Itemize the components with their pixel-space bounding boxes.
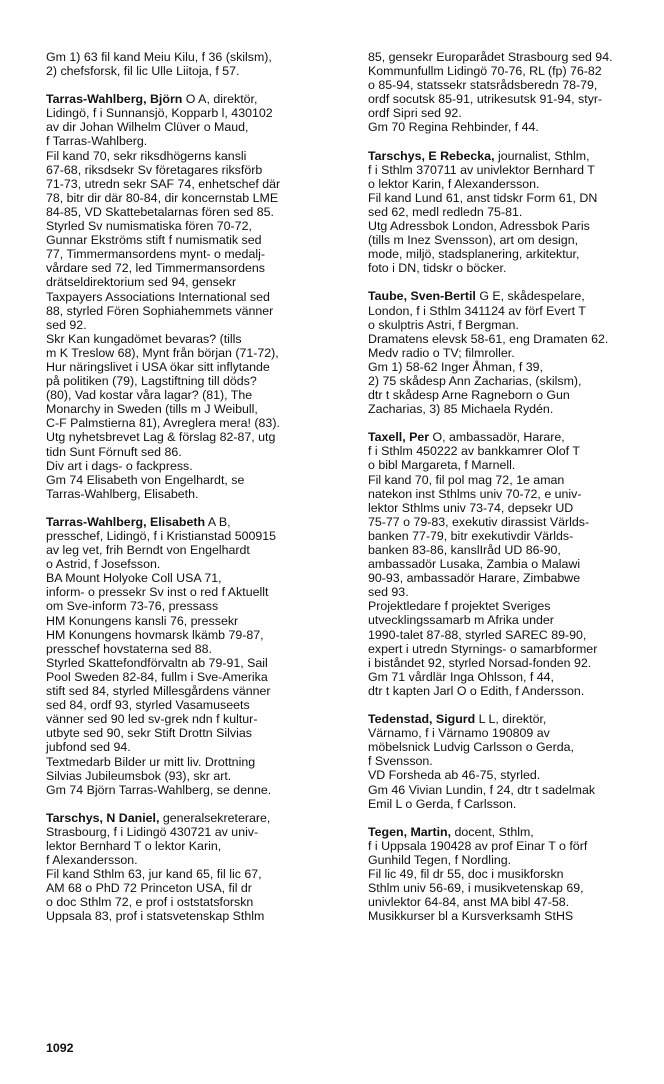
entry-text: dtr t skådesp Arne Ragneborn o Gun — [368, 388, 570, 403]
entry-line — [46, 515, 338, 529]
entry-text: docent, Sthlm, — [451, 824, 534, 839]
biography-entry — [46, 515, 338, 797]
entry-line — [46, 628, 338, 642]
entry-text: Silvias Jubileumsbok (93), skr art. — [46, 768, 232, 783]
entry-line — [368, 895, 660, 909]
entry-line — [46, 261, 338, 275]
entry-text: Fil kand 70, fil pol mag 72, 1e aman — [368, 472, 565, 487]
entry-line — [46, 740, 338, 754]
entry-line — [368, 670, 660, 684]
entry-line — [46, 191, 338, 205]
entry-text: Styrled Skattefondförvaltn ab 79-91, Sail — [46, 655, 268, 670]
entry-line — [46, 473, 338, 487]
entry-text: A B, — [205, 514, 231, 529]
entry-text: G E, skådespelare, — [475, 289, 585, 304]
entry-text: m K Treslow 68), Mynt från början (71-72), — [46, 345, 279, 360]
entry-text: Medv radio o TV; filmroller. — [368, 345, 515, 360]
biography-entry — [46, 92, 338, 501]
entry-text: 78, bitr dir där 80-84, dir koncernstab LME — [46, 190, 279, 205]
entry-line — [368, 768, 660, 782]
entry-text: Textmedarb Bilder ur mitt liv. Drottning — [46, 754, 256, 769]
entry-line — [46, 360, 338, 374]
entry-line — [46, 614, 338, 628]
entry-text: vårdare sed 72, led Timmermansordens — [46, 261, 266, 276]
entry-given-name: E Rebecka, — [428, 148, 495, 163]
entry-text: 75-77 o 79-83, exekutiv dirassist Världs- — [368, 514, 590, 529]
entry-text: Gunnar Ekströms stift f numismatik sed — [46, 233, 262, 248]
entry-text: Gunhild Tegen, f Nordling. — [368, 852, 512, 867]
entry-line — [368, 881, 660, 895]
entry-line — [46, 698, 338, 712]
entry-text: Taxpayers Associations International sed — [46, 289, 270, 304]
entry-text: o skulptris Astri, f Bergman. — [368, 317, 519, 332]
entry-line — [368, 346, 660, 360]
entry-text: VD Forsheda ab 46-75, styrled. — [368, 768, 541, 783]
entry-line — [368, 374, 660, 388]
entry-text: Styrled Sv numismatiska fören 70-72, — [46, 219, 252, 234]
entry-line — [368, 149, 660, 163]
entry-line — [368, 571, 660, 585]
entry-text: Gm 70 Regina Rehbinder, f 44. — [368, 120, 539, 135]
entry-line — [46, 430, 338, 444]
entry-text: o 85-94, statssekr statsrådsberedn 78-79, — [368, 78, 598, 93]
entry-line — [368, 444, 660, 458]
entry-line — [368, 543, 660, 557]
entry-line — [368, 473, 660, 487]
entry-text: sed 92. — [46, 317, 87, 332]
entry-text: Kommunfullm Lidingö 70-76, RL (fp) 76-82 — [368, 64, 602, 79]
entry-text: Gm 1) 58-62 Inger Åhman, f 39, — [368, 359, 543, 374]
entry-line — [368, 515, 660, 529]
entry-text: HM Konungens hovmarsk lkämb 79-87, — [46, 627, 264, 642]
entry-text: 85, gensekr Europarådet Strasbourg sed 94. — [368, 50, 613, 64]
entry-line — [368, 163, 660, 177]
entry-line — [368, 825, 660, 839]
entry-line — [368, 628, 660, 642]
entry-text: Skr Kan kungadömet bevaras? (tills — [46, 331, 242, 346]
entry-line — [46, 92, 338, 106]
entry-text: möbelsnick Ludvig Carlsson o Gerda, — [368, 740, 574, 755]
entry-text: Fil kand Lund 61, anst tidskr Form 61, DN — [368, 190, 598, 205]
entry-text: dtr t kapten Jarl O o Edith, f Andersson. — [368, 683, 585, 698]
entry-line — [46, 529, 338, 543]
biography-entry — [368, 430, 660, 698]
entry-text: vänner sed 90 led sv-grek ndn f kultur- — [46, 712, 258, 727]
entry-line — [46, 769, 338, 783]
entry-text: om Sve-inform 73-76, pressass — [46, 599, 219, 614]
entry-text: Tarras-Wahlberg, Elisabeth. — [46, 486, 199, 501]
entry-line — [46, 402, 338, 416]
entry-line — [46, 825, 338, 839]
entry-line — [46, 233, 338, 247]
entry-text: Hur näringslivet i USA ökar sitt inflytande — [46, 359, 270, 374]
entry-text: 84-85, VD Skattebetalarnas fören sed 85. — [46, 204, 274, 219]
entry-line — [368, 233, 660, 247]
entry-text: Gm 74 Björn Tarras-Wahlberg, se denne. — [46, 782, 272, 797]
entry-line — [46, 64, 338, 78]
entry-text: Strasbourg, f i Lidingö 430721 av univ- — [46, 824, 259, 839]
entry-line — [368, 599, 660, 613]
entry-surname: Taube, Sven-Bertil — [368, 289, 476, 304]
entry-text: presschef hovstaterna sed 88. — [46, 641, 212, 656]
entry-text: o Astrid, f Josefsson. — [46, 557, 161, 572]
page-number: 1092 — [46, 1041, 74, 1055]
entry-line — [46, 895, 338, 909]
entry-text: tidn Sunt Förnuft sed 86. — [46, 444, 182, 459]
entry-line — [368, 360, 660, 374]
entry-text: C-F Palmstierna 81), Avreglera mera! (83). — [46, 416, 280, 431]
entry-text: sed 62, medl redledn 75-81. — [368, 204, 523, 219]
entry-given-name: Björn — [149, 92, 183, 107]
biography-entry — [368, 825, 660, 924]
entry-line — [368, 754, 660, 768]
entry-line — [368, 402, 660, 416]
entry-text: BA Mount Holyoke Coll USA 71, — [46, 571, 222, 586]
entry-line — [46, 487, 338, 501]
entry-text: Sthlm univ 56-69, i musikvetenskap 69, — [368, 881, 584, 896]
entry-text: o bibl Margareta, f Marnell. — [368, 458, 516, 473]
entry-line — [368, 853, 660, 867]
entry-text: o doc Sthlm 72, e prof i oststatsforskn — [46, 895, 254, 910]
entry-text: utvecklingssamarb m Afrika under — [368, 613, 554, 628]
entry-text: Fil kand Sthlm 63, jur kand 65, fil lic 67, — [46, 867, 262, 882]
entry-surname: Tarschys, — [368, 148, 425, 163]
entry-line — [46, 177, 338, 191]
entry-line — [46, 811, 338, 825]
entry-text: generalsekreterare, — [159, 810, 271, 825]
entry-line — [46, 205, 338, 219]
entry-text: Gm 46 Vivian Lundin, f 24, dtr t sadelmak — [368, 782, 596, 797]
biography-entry — [368, 149, 660, 276]
entry-line — [46, 459, 338, 473]
entry-line — [368, 613, 660, 627]
entry-line — [46, 726, 338, 740]
entry-text: O A, direktör, — [182, 92, 258, 107]
entry-text: f i Sthlm 370711 av univlektor Bernhard T — [368, 162, 595, 177]
entry-text: f Svensson. — [368, 754, 433, 769]
entry-text: ordf Sipri sed 92. — [368, 106, 462, 121]
entry-text: Uppsala 83, prof i statsvetenskap Sthlm — [46, 909, 265, 924]
entry-line — [368, 501, 660, 515]
entry-line — [46, 867, 338, 881]
entry-text: utbyte sed 90, sekr Stift Drottn Silvias — [46, 726, 252, 741]
right-column — [368, 50, 660, 937]
entry-text: av dir Johan Wilhelm Clüver o Maud, — [46, 120, 249, 135]
entry-text: jubfond sed 94. — [46, 740, 131, 755]
entry-text: i biståndet 92, styrled Norsad-fonden 92. — [368, 655, 592, 670]
entry-text: Fil kand 70, sekr riksdhögerns kansli — [46, 148, 247, 163]
entry-line — [46, 219, 338, 233]
entry-text: 77, Timmermansordens mynt- o medalj- — [46, 247, 265, 262]
entry-line — [46, 346, 338, 360]
entry-line — [46, 543, 338, 557]
entry-line — [368, 529, 660, 543]
entry-line — [46, 332, 338, 346]
entry-text: (80), Vad kostar våra lagar? (81), The — [46, 388, 253, 403]
entry-text: stift sed 84, styrled Millesgårdens vänner — [46, 684, 271, 699]
entry-line — [368, 867, 660, 881]
entry-text: foto i DN, tidskr o böcker. — [368, 261, 507, 276]
entry-surname: Tarras-Wahlberg, — [46, 92, 147, 107]
entry-text: natekon inst Sthlms univ 70-72, e univ- — [368, 486, 582, 501]
entry-text: Gm 1) 63 fil kand Meiu Kilu, f 36 (skilsm), — [46, 50, 272, 64]
entry-text: f i Sthlm 450222 av bankkamrer Olof T — [368, 444, 580, 459]
entry-line — [368, 388, 660, 402]
entry-text: lektor Sthlms univ 73-74, depsekr UD — [368, 500, 574, 515]
entry-text: ordf socutsk 85-91, utrikesutsk 91-94, styr- — [368, 92, 603, 107]
entry-line — [368, 205, 660, 219]
entry-given-name: N Daniel, — [106, 810, 160, 825]
entry-text: Värnamo, f i Värnamo 190809 av — [368, 726, 550, 741]
entry-text: 2) 75 skådesp Ann Zacharias, (skilsm), — [368, 373, 582, 388]
entry-line — [46, 656, 338, 670]
entry-line — [46, 416, 338, 430]
entry-text: Pool Sweden 82-84, fullm i Sve-Amerika — [46, 669, 268, 684]
entry-line — [368, 64, 660, 78]
entry-surname: Tegen, Martin, — [368, 824, 452, 839]
entry-line — [46, 388, 338, 402]
entry-line — [368, 177, 660, 191]
biography-entry — [368, 289, 660, 416]
entry-line — [368, 458, 660, 472]
entry-line — [46, 445, 338, 459]
biography-entry — [46, 50, 338, 78]
entry-text: f i Uppsala 190428 av prof Einar T o förf — [368, 838, 588, 853]
entry-text: Monarchy in Sweden (tills m J Weibull, — [46, 402, 258, 417]
entry-text: Lidingö, f i Sunnansjö, Kopparb l, 430102 — [46, 106, 273, 121]
entry-line — [46, 585, 338, 599]
entry-text: Projektledare f projektet Sveriges — [368, 599, 551, 614]
entry-line — [368, 557, 660, 571]
entry-line — [46, 783, 338, 797]
entry-surname: Tarras-Wahlberg, — [46, 514, 147, 529]
entry-line — [46, 670, 338, 684]
entry-text: Emil L o Gerda, f Carlsson. — [368, 796, 517, 811]
entry-surname: Taxell, Per — [368, 430, 430, 445]
entry-line — [368, 487, 660, 501]
entry-line — [368, 430, 660, 444]
entry-text: Zacharias, 3) 85 Michaela Rydén. — [368, 402, 554, 417]
entry-text: f Tarras-Wahlberg. — [46, 134, 148, 149]
entry-line — [368, 740, 660, 754]
entry-line — [46, 684, 338, 698]
entry-line — [368, 219, 660, 233]
entry-text: AM 68 o PhD 72 Princeton USA, fil dr — [46, 881, 252, 896]
entry-text: o lektor Karin, f Alexandersson. — [368, 176, 540, 191]
entry-text: (tills m Inez Svensson), art om design, — [368, 233, 579, 248]
entry-text: 88, styrled Fören Sophiahemmets vänner — [46, 303, 274, 318]
entry-line — [368, 247, 660, 261]
entry-surname: Tarschys, — [46, 810, 103, 825]
entry-text: Gm 71 vårdlär Inga Ohlsson, f 44, — [368, 669, 554, 684]
entry-text: Gm 74 Elisabeth von Engelhardt, se — [46, 472, 245, 487]
entry-line — [46, 163, 338, 177]
entry-line — [46, 642, 338, 656]
entry-text: Musikkurser bl a Kursverksamh StHS — [368, 909, 574, 924]
entry-text: på politiken (79), Lagstiftning till döds? — [46, 374, 257, 389]
entry-line — [46, 571, 338, 585]
entry-text: sed 93. — [368, 585, 409, 600]
entry-line — [368, 78, 660, 92]
entry-text: Fil lic 49, fil dr 55, doc i musikforskn — [368, 866, 564, 881]
entry-text: lektor Bernhard T o lektor Karin, — [46, 838, 222, 853]
entry-text: 71-73, utredn sekr SAF 74, enhetschef där — [46, 176, 281, 191]
entry-line — [46, 374, 338, 388]
entry-text: London, f i Sthlm 341124 av förf Evert T — [368, 303, 586, 318]
entry-line — [46, 120, 338, 134]
entry-line — [46, 106, 338, 120]
entry-text: O, ambassadör, Harare, — [429, 430, 565, 445]
entry-line — [46, 318, 338, 332]
entry-text: Utg nyhetsbrevet Lag & förslag 82-87, utg — [46, 430, 276, 445]
entry-line — [368, 726, 660, 740]
entry-line — [368, 261, 660, 275]
entry-text: 2) chefsforsk, fil lic Ulle Liitoja, f 57. — [46, 64, 240, 79]
entry-line — [368, 839, 660, 853]
entry-line — [368, 106, 660, 120]
entry-text: banken 77-79, bitr exekutivdir Världs- — [368, 528, 574, 543]
entry-text: banken 83-86, kanslIråd UD 86-90, — [368, 543, 561, 557]
entry-text: HM Konungens kansli 76, pressekr — [46, 613, 239, 628]
entry-line — [46, 557, 338, 571]
entry-line — [368, 332, 660, 346]
entry-text: ambassadör Lusaka, Zambia o Malawi — [368, 557, 581, 572]
biography-entry — [46, 811, 338, 924]
entry-line — [368, 191, 660, 205]
entry-text: mode, miljö, stadsplanering, arkitektur, — [368, 247, 580, 262]
entry-text: f Alexandersson. — [46, 853, 138, 868]
entry-line — [368, 304, 660, 318]
entry-text: Div art i dags- o fackpress. — [46, 458, 193, 473]
entry-text: univlektor 64-84, anst MA bibl 47-58. — [368, 895, 570, 910]
entry-text: drätseldirektorium sed 94, gensekr — [46, 275, 237, 290]
entry-given-name: Elisabeth — [149, 514, 206, 529]
entry-line — [368, 92, 660, 106]
entry-line — [46, 149, 338, 163]
biography-entry — [368, 50, 660, 135]
entry-line — [46, 599, 338, 613]
entry-text: Dramatens elevsk 58-61, eng Dramaten 62. — [368, 331, 609, 346]
entry-line — [368, 289, 660, 303]
entry-text: sed 84, ordf 93, styrled Vasamuseets — [46, 698, 250, 713]
entry-text: journalist, Sthlm, — [494, 148, 590, 163]
entry-text: 90-93, ambassadör Harare, Zimbabwe — [368, 571, 581, 586]
entry-line — [46, 755, 338, 769]
entry-text: expert i utredn Styrnings- o samarbformer — [368, 641, 598, 656]
entry-line — [46, 839, 338, 853]
entry-line — [368, 909, 660, 923]
entry-line — [368, 642, 660, 656]
entry-line — [46, 50, 338, 64]
left-column — [46, 50, 338, 938]
entry-line — [46, 247, 338, 261]
entry-line — [368, 656, 660, 670]
entry-text: presschef, Lidingö, f i Kristianstad 500915 — [46, 529, 277, 543]
entry-line — [46, 853, 338, 867]
entry-line — [368, 120, 660, 134]
entry-line — [368, 585, 660, 599]
entry-line — [46, 712, 338, 726]
entry-line — [46, 909, 338, 923]
entry-line — [368, 783, 660, 797]
entry-text: Utg Adressbok London, Adressbok Paris — [368, 219, 590, 234]
entry-text: av leg vet, frih Berndt von Engelhardt — [46, 543, 250, 558]
entry-line — [46, 290, 338, 304]
entry-line — [46, 881, 338, 895]
entry-surname: Tedenstad, Sigurd — [368, 712, 476, 727]
entry-text: inform- o pressekr Sv inst o red f Aktuellt — [46, 585, 269, 600]
entry-line — [46, 275, 338, 289]
entry-line — [368, 50, 660, 64]
biography-entry — [368, 712, 660, 811]
entry-text: 1990-talet 87-88, styrled SAREC 89-90, — [368, 627, 587, 642]
entry-text: 67-68, riksdsekr Sv företagares riksförb — [46, 162, 263, 177]
entry-line — [368, 318, 660, 332]
entry-line — [46, 304, 338, 318]
entry-line — [368, 712, 660, 726]
entry-text: L L, direktör, — [475, 712, 547, 727]
entry-line — [368, 797, 660, 811]
entry-line — [46, 134, 338, 148]
entry-line — [368, 684, 660, 698]
